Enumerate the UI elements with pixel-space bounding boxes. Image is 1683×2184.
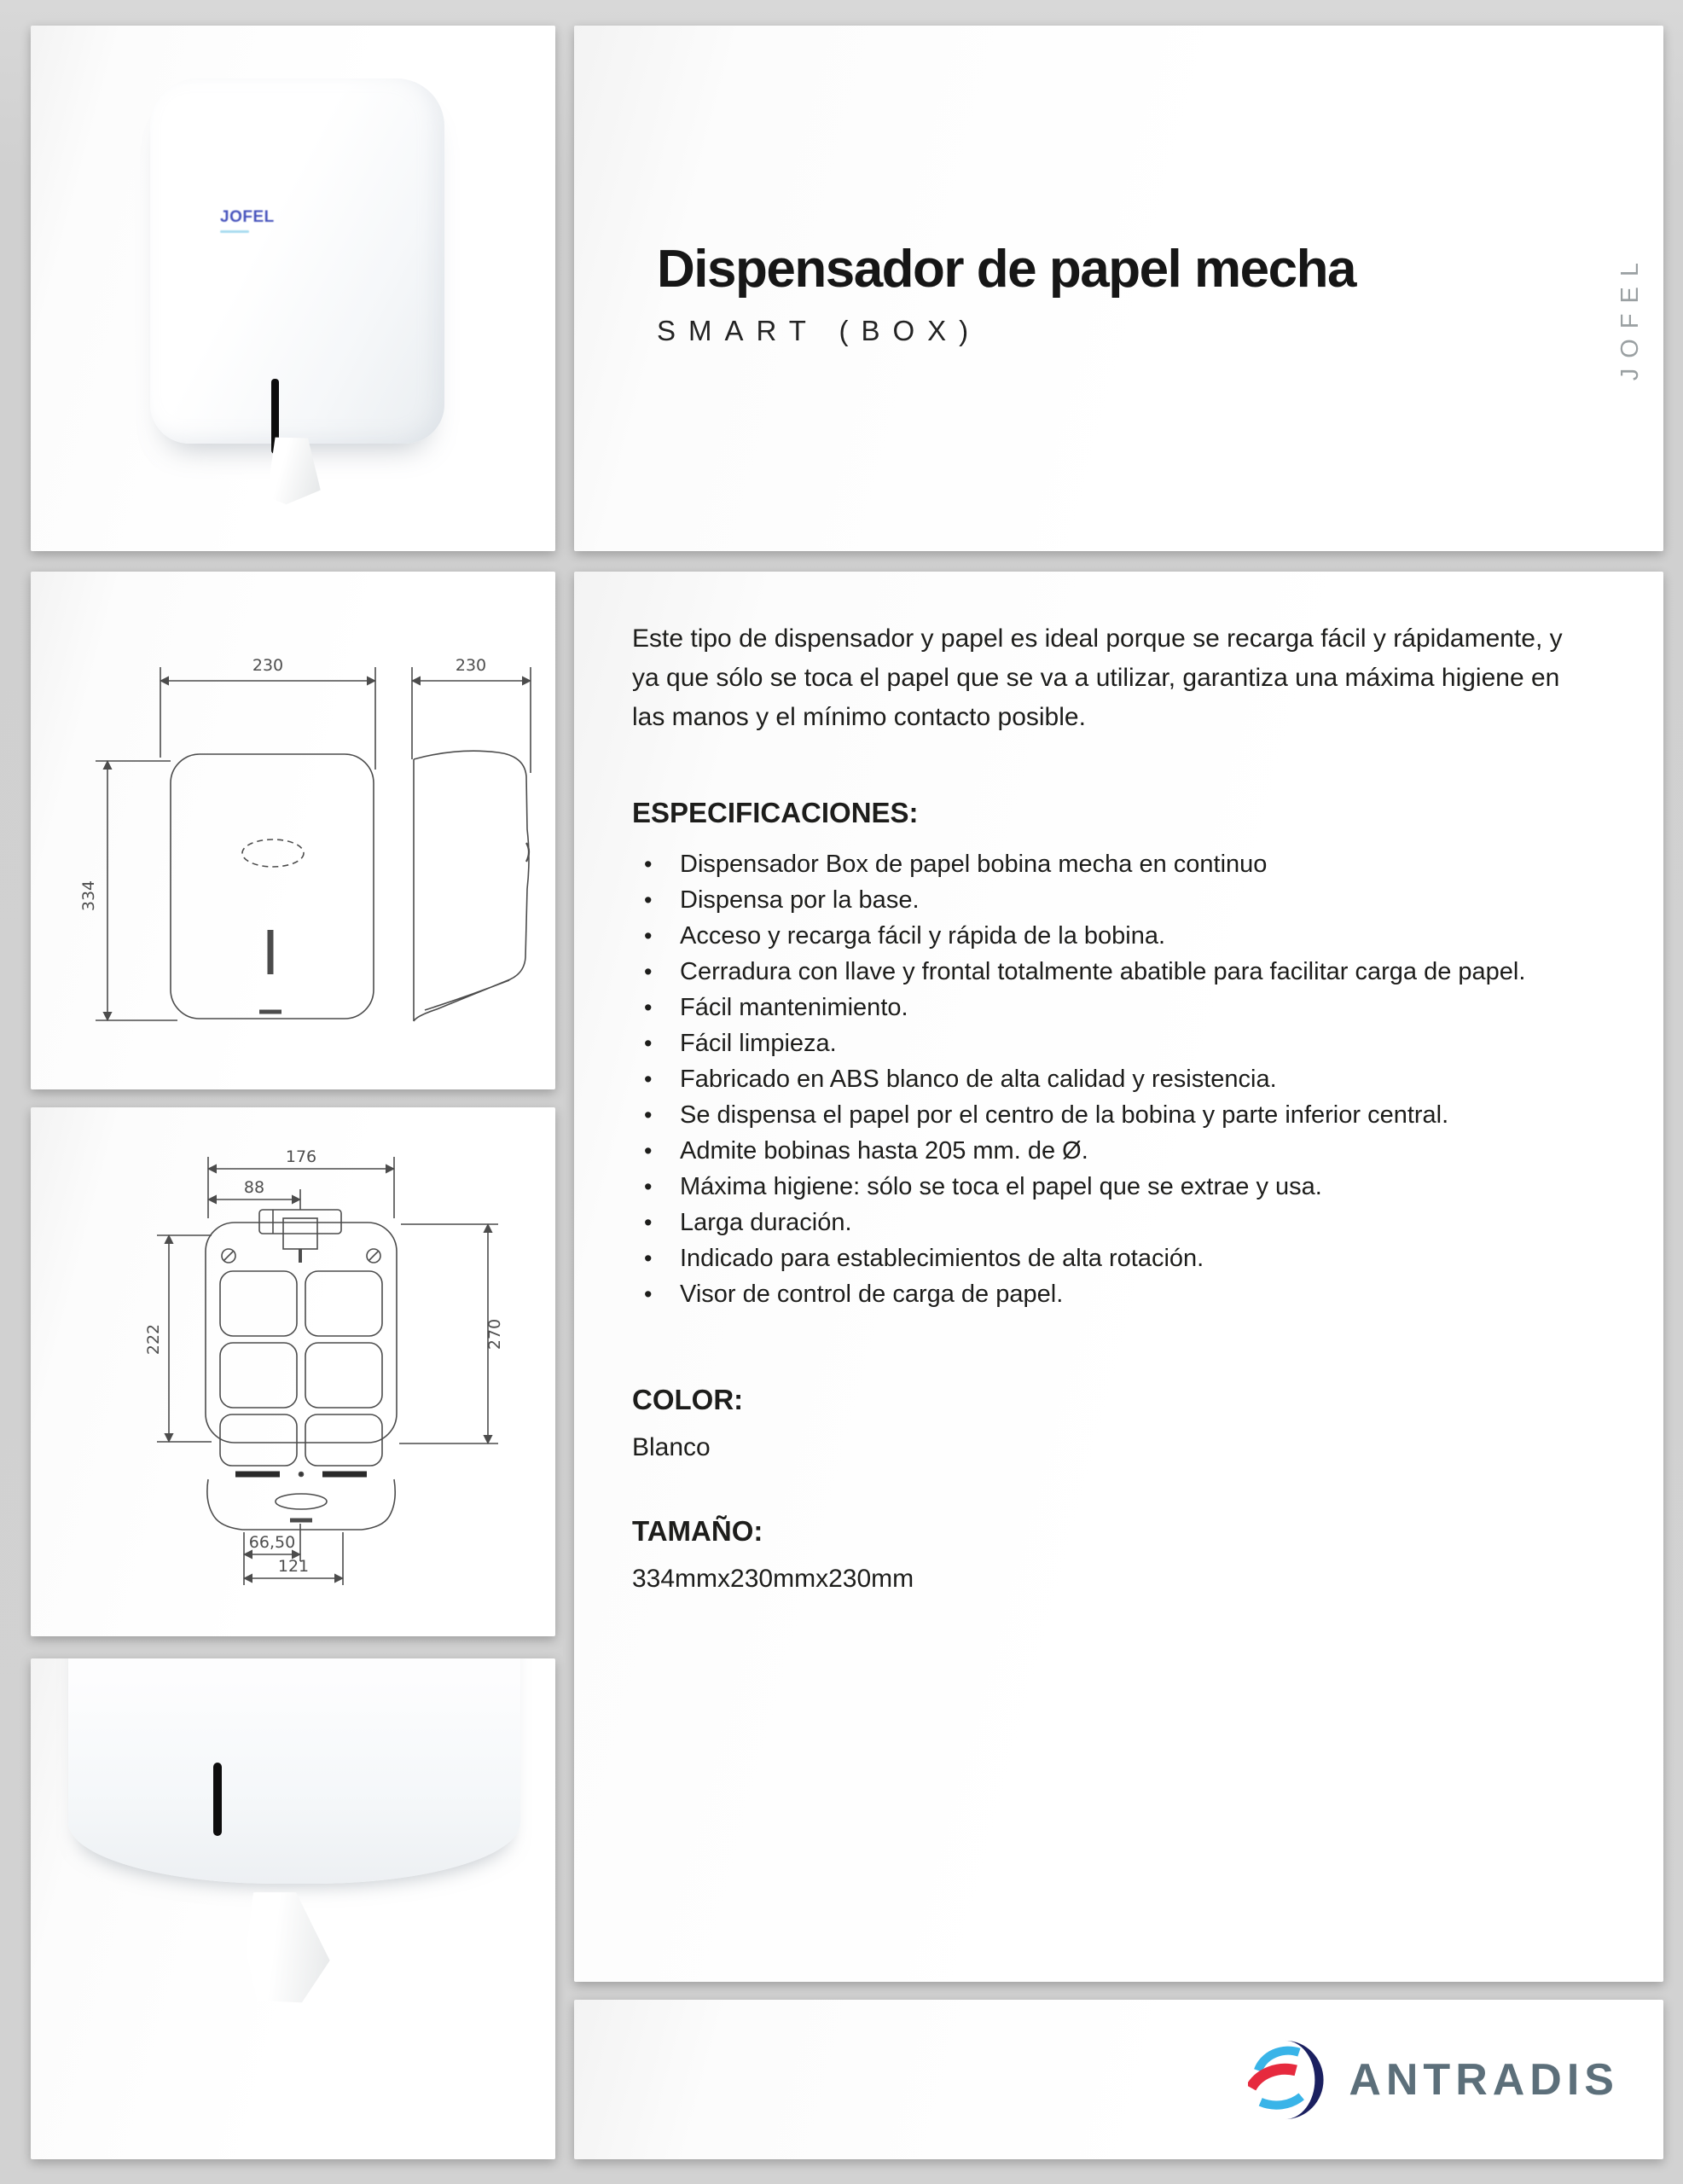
size-value: 334mmx230mmx230mm xyxy=(632,1565,914,1593)
spec-item: • Admite bobinas hasta 205 mm. de Ø. xyxy=(632,1133,1607,1169)
spec-item: • Indicado para establecimientos de alta rotación. xyxy=(632,1240,1607,1276)
intro-paragraph: Este tipo de dispensador y papel es ideal porque se recarga fácil y rápidamente, y ya que sólo se toca el papel que se va a utilizar, garantiza una máxima higiene en las manos y el mínimo contacto posible. xyxy=(632,624,1563,731)
jofel-product-logo: JOFEL xyxy=(220,208,275,233)
spec-item: • Cerradura con llave y frontal totalmente abatible para facilitar carga de papel. xyxy=(632,954,1607,990)
spec-item: • Fabricado en ABS blanco de alta calidad y resistencia. xyxy=(632,1061,1607,1097)
size-heading: TAMAÑO: xyxy=(632,1515,763,1547)
product-photo-card xyxy=(31,26,555,551)
color-value: Blanco xyxy=(632,1433,711,1461)
antradis-globe-icon xyxy=(1248,2039,1328,2121)
footer-card xyxy=(574,2000,1663,2159)
dim-plate-bottom-small: 66,50 xyxy=(248,1533,296,1552)
page-subtitle: SMART (BOX) xyxy=(657,315,982,346)
dim-plate-right-height: 270 xyxy=(485,1318,504,1350)
paper-view-slot-closeup xyxy=(213,1763,222,1836)
dim-plate-offset: 88 xyxy=(243,1178,265,1197)
dispenser-photo xyxy=(150,78,444,444)
color-heading: COLOR: xyxy=(632,1384,744,1415)
dim-side-depth: 230 xyxy=(455,656,487,675)
technical-drawing-front-side xyxy=(31,572,555,1089)
paper-tail-closeup xyxy=(243,1888,338,2005)
spec-item: • Acceso y recarga fácil y rápida de la bobina. xyxy=(632,918,1607,954)
drawing-backplate-card xyxy=(31,1107,555,1636)
spec-item: • Visor de control de carga de papel. xyxy=(632,1276,1607,1312)
dim-plate-width: 176 xyxy=(285,1147,317,1166)
specs-heading: ESPECIFICACIONES: xyxy=(632,797,919,828)
spec-item: • Dispensador Box de papel bobina mecha en continuo xyxy=(632,846,1607,882)
spec-item: • Fácil limpieza. xyxy=(632,1025,1607,1061)
technical-drawing-backplate xyxy=(31,1107,555,1636)
spec-item: • Máxima higiene: sólo se toca el papel que se extrae y usa. xyxy=(632,1169,1607,1205)
antradis-brand-text: ANTRADIS xyxy=(1349,2054,1619,2105)
title-card xyxy=(574,26,1663,551)
dim-plate-left-height: 222 xyxy=(144,1323,163,1356)
dim-front-width: 230 xyxy=(252,656,284,675)
dim-plate-bottom-large: 121 xyxy=(277,1557,310,1576)
spec-item: • Dispensa por la base. xyxy=(632,882,1607,918)
spec-item: • Fácil mantenimiento. xyxy=(632,990,1607,1025)
jofel-watermark: JOFEL xyxy=(1616,253,1644,381)
page-title: Dispensador de papel mecha xyxy=(657,240,1355,299)
dim-front-height: 334 xyxy=(79,880,98,912)
description-card xyxy=(574,572,1663,1982)
drawing-views-card xyxy=(31,572,555,1089)
product-closeup-card xyxy=(31,1658,555,2159)
dispenser-closeup-photo xyxy=(68,1658,520,1884)
spec-item: • Se dispensa el papel por el centro de la bobina y parte inferior central. xyxy=(632,1097,1607,1133)
specs-list xyxy=(632,846,1607,1312)
spec-item: • Larga duración. xyxy=(632,1205,1607,1240)
